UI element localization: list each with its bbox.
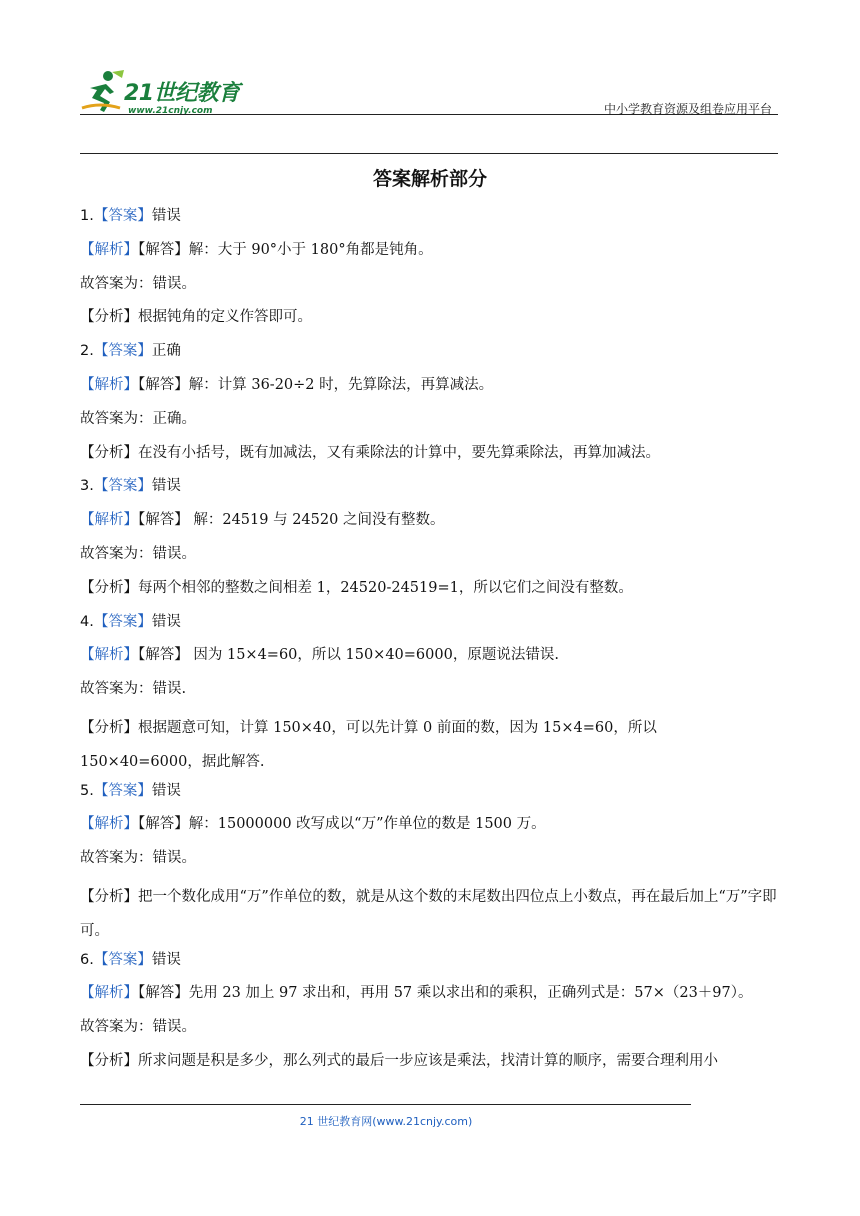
reasoning-line: [80, 442, 780, 476]
footer-text: 21 世纪教育网(www.21cnjy.com): [299, 1115, 473, 1128]
reasoning-line: [80, 577, 780, 611]
conclusion-line: 故答案为：正确。: [80, 410, 196, 427]
reasoning-tag: 【分析】: [80, 309, 138, 326]
answer-tag: 【答案】: [93, 478, 152, 495]
answer-value: 错误: [151, 951, 181, 968]
answer-value: 错误: [151, 782, 181, 799]
solution-tag: 【解答】: [138, 376, 189, 393]
reasoning-line: [80, 306, 780, 340]
reasoning-tag: 【分析】: [80, 888, 138, 905]
answer-tag: 【答案】: [93, 951, 152, 968]
answer-line: [80, 475, 780, 509]
explanation-line: [80, 509, 780, 543]
question-number: 6.: [80, 951, 94, 968]
reasoning-line: [80, 881, 780, 949]
answer-line: [80, 611, 780, 645]
explanation-line: [80, 813, 780, 847]
answer-value: 正确: [151, 343, 181, 360]
section-divider: [80, 153, 778, 154]
logo: [80, 68, 280, 118]
logo-url: www.21cnjy.com: [128, 106, 213, 116]
answer-tag: 【答案】: [93, 782, 152, 799]
solution-text: 解：计算 36-20÷2 时，先算除法，再算减法。: [188, 376, 494, 393]
reasoning-line: [80, 1050, 780, 1084]
solution-text: 解：大于 90°小于 180°角都是钝角。: [188, 241, 433, 258]
reasoning-text: 每两个相邻的整数之间相差 1，24520-24519=1，所以它们之间没有整数。: [138, 579, 633, 596]
reasoning-text: 把一个数化成用“万”作单位的数，就是从这个数的末尾数出四位点上小数点，再在最后加上“万”字即可。: [80, 888, 777, 939]
runner-logo-icon: [80, 68, 126, 114]
solution-text: 解：24519 与 24520 之间没有整数。: [188, 512, 445, 529]
conclusion-line: 故答案为：错误。: [80, 545, 196, 562]
answer-tag: 【答案】: [93, 343, 152, 360]
platform-name: 中小学教育资源及组卷应用平台: [603, 102, 772, 116]
explanation-line: [80, 374, 780, 408]
conclusion-line: 故答案为：错误.: [80, 681, 187, 698]
solution-tag: 【解答】: [138, 241, 189, 258]
reasoning-line: [80, 712, 780, 780]
reasoning-text: 所求问题是积是多少，那么列式的最后一步应该是乘法，找清计算的顺序，需要合理利用小: [138, 1052, 718, 1069]
header-divider: [80, 114, 778, 115]
solution-tag: 【解答】: [138, 816, 189, 833]
analysis-tag: 【解析】: [80, 376, 138, 393]
question-number: 2.: [80, 343, 94, 360]
page-title: 答案解析部分: [372, 168, 487, 190]
reasoning-tag: 【分析】: [80, 1052, 138, 1069]
solution-tag: 【解答】: [138, 985, 189, 1002]
answer-line: [80, 780, 780, 814]
reasoning-text: 在没有小括号，既有加减法，又有乘除法的计算中，要先算乘除法，再算加减法。: [138, 444, 660, 461]
answer-value: 错误: [151, 478, 181, 495]
analysis-tag: 【解析】: [80, 816, 138, 833]
explanation-line: [80, 644, 780, 678]
answer-list: [80, 205, 780, 1084]
solution-tag: 【解答】: [138, 512, 189, 529]
analysis-tag: 【解析】: [80, 241, 138, 258]
answer-line: [80, 340, 780, 374]
question-number: 3.: [80, 478, 94, 495]
conclusion-line: 故答案为：错误。: [80, 275, 196, 292]
answer-value: 错误: [151, 208, 181, 224]
analysis-tag: 【解析】: [80, 512, 138, 529]
question-number: 1.: [80, 208, 94, 224]
conclusion-line: 故答案为：错误。: [80, 1019, 196, 1036]
page-header: [80, 60, 778, 120]
answer-tag: 【答案】: [93, 208, 152, 224]
reasoning-tag: 【分析】: [80, 444, 138, 461]
explanation-line: [80, 239, 780, 273]
question-number: 4.: [80, 613, 94, 630]
reasoning-tag: 【分析】: [80, 719, 138, 736]
question-number: 5.: [80, 782, 94, 799]
explanation-line: [80, 982, 780, 1016]
solution-text: 因为 15×4=60，所以 150×40=6000，原题说法错误.: [188, 647, 559, 664]
reasoning-text: 根据题意可知，计算 150×40，可以先计算 0 前面的数，因为 15×4=60，所以 150×40=6000，据此解答.: [80, 719, 657, 770]
conclusion-line: 故答案为：错误。: [80, 850, 196, 867]
solution-tag: 【解答】: [138, 647, 189, 664]
solution-text: 先用 23 加上 97 求出和，再用 57 乘以求出和的乘积，正确列式是：57×（23＋97）。: [188, 985, 753, 1002]
reasoning-text: 根据钝角的定义作答即可。: [138, 309, 312, 326]
footer-divider: [80, 1104, 691, 1105]
solution-text: 解：15000000 改写成以“万”作单位的数是 1500 万。: [188, 816, 546, 833]
analysis-tag: 【解析】: [80, 647, 138, 664]
answer-line: [80, 949, 780, 983]
logo-text: 21世纪教育: [124, 81, 240, 106]
reasoning-tag: 【分析】: [80, 579, 138, 596]
answer-tag: 【答案】: [93, 613, 152, 630]
analysis-tag: 【解析】: [80, 985, 138, 1002]
answer-line: [80, 205, 780, 239]
answer-value: 错误: [151, 613, 181, 630]
